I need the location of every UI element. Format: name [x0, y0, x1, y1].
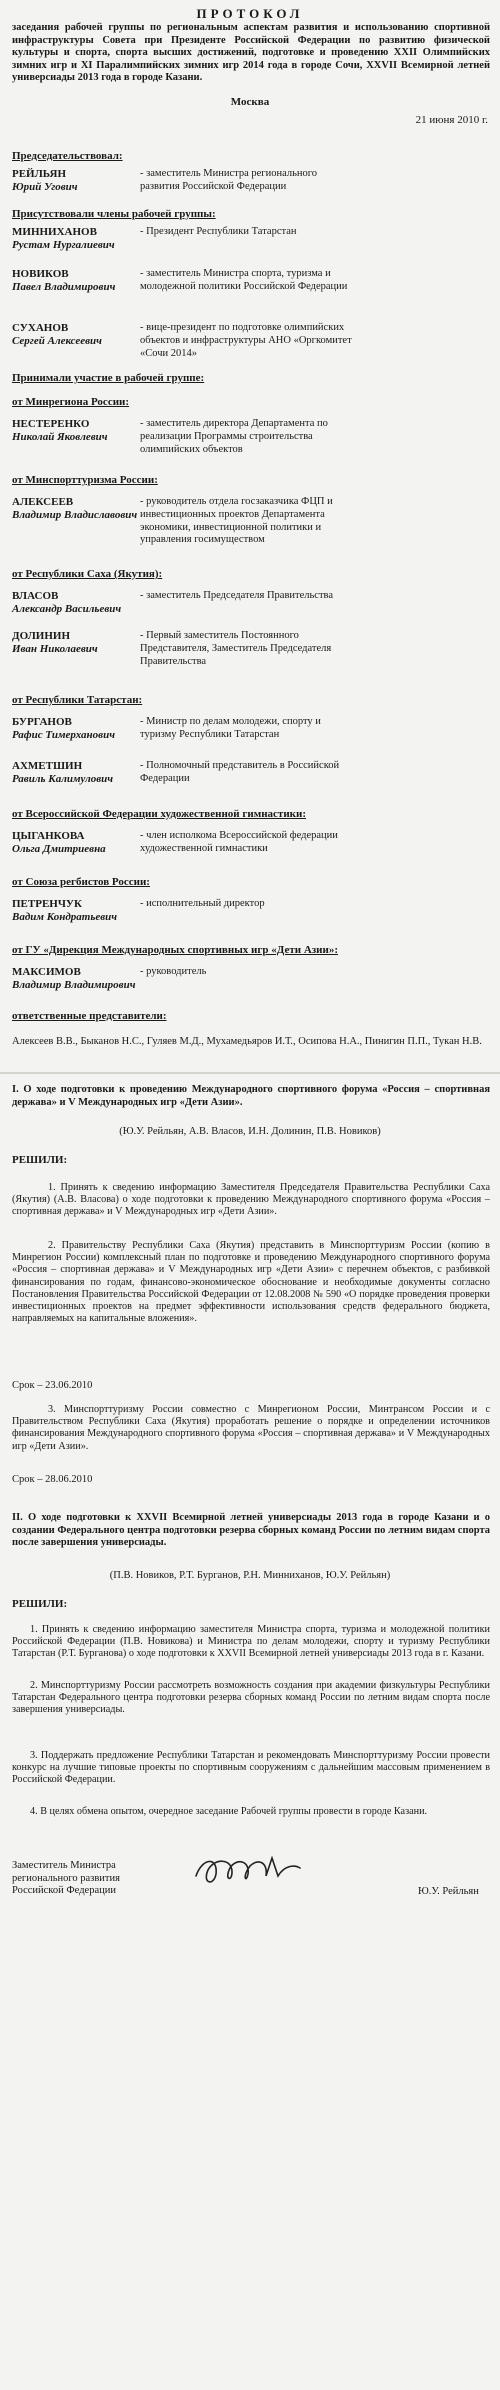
person-name: АХМЕТШИН Равиль Калимулович — [12, 760, 114, 785]
document-subject: заседания рабочей группы по региональным аспектам развития и использованию спортивной инфраструктуры Совета при Президенте Российской Федерации по развитию физической культуры и спорта, спорта высших достижений, подготовке и проведению XXII Олимпийских зимних игр и XI Паралимпийских зимних игр 2014 года в городе Сочи, XXVII Всемирной летней универсиады 2013 года в городе Казани. — [12, 22, 490, 84]
document-date: 21 июня 2010 г. — [415, 114, 488, 126]
org-heading: от Союза регбистов России: — [12, 876, 150, 888]
section-2-title: II. О ходе подготовки к XXVII Всемирной летней универсиады 2013 года в городе Казани и о создании Федерального центра подготовки резерва сборных команд России по летним видам спорта после завершения универсиады. — [12, 1512, 490, 1549]
person-role: - заместитель директора Департамента по реализации Программы строительства олимпийских объектов — [140, 418, 355, 456]
section-1-title: I. О ходе подготовки к проведению Международного спортивного форума «Россия – спортивная держава» и V Международных игр «Дети Азии». — [12, 1084, 490, 1108]
person-name: ВЛАСОВ Александр Васильевич — [12, 590, 122, 615]
page-fold-divider — [0, 1072, 500, 1074]
person-role: - Министр по делам молодежи, спорту и туризму Республики Татарстан — [140, 716, 355, 742]
decided-heading: РЕШИЛИ: — [12, 1598, 68, 1610]
deadline: Срок – 23.06.2010 — [12, 1380, 93, 1391]
person-name: НЕСТЕРЕНКО Николай Яковлевич — [12, 418, 108, 443]
person-name: МИННИХАНОВ Рустам Нургалиевич — [12, 226, 115, 251]
signatory-name: Ю.У. Рейльян — [418, 1886, 479, 1897]
responsible-heading: ответственные представители: — [12, 1010, 167, 1022]
person-role: - Президент Республики Татарстан — [140, 226, 355, 239]
person-name: МАКСИМОВ Владимир Владимирович — [12, 966, 136, 991]
person-name: АЛЕКСЕЕВ Владимир Владиславович — [12, 496, 138, 521]
handwritten-signature — [188, 1846, 308, 1892]
decision-paragraph: 2. Правительству Республики Саха (Якутия) представить в Минспорттуризм России (копию в Минрегион России) комплексный план по подготовке и проведению Международного спортивного форума «Россия – спортивная держава» и V Международных игр «Дети Азии» с перечнем объектов, с разбивкой финансирования по годам, финансово-экономическое обоснование и необходимые документы согласно Постановления Правительства Российской Федерации от 12.08.2008 № 590 «О порядке проведения проверки инвестиционных проектов на предмет эффективности использования средств федерального бюджета, направляемых на капитальные вложения». — [12, 1240, 490, 1325]
decision-paragraph: 2. Минспорттуризму России рассмотреть возможность создания при академии физкультуры Республики Татарстан Федерального центра подготовки резерва сборных команд России по летним видам спорта после завершения универсиады. — [12, 1680, 490, 1716]
section-1-speakers: (Ю.У. Рейльян, А.В. Власов, И.Н. Долинин, П.В. Новиков) — [119, 1126, 381, 1137]
org-heading: от Минрегиона России: — [12, 396, 130, 408]
deadline: Срок – 28.06.2010 — [12, 1474, 93, 1485]
section-2-speakers: (П.В. Новиков, Р.Т. Бурганов, Р.Н. Минниханов, Ю.У. Рейльян) — [109, 1570, 391, 1581]
decision-paragraph: 1. Принять к сведению информацию заместителя Министра спорта, туризма и молодежной политики Российской Федерации (П.В. Новикова) и Министра по делам молодежи, спорту и туризму Республики Татарстан (Р.Т. Бурганова) о ходе подготовки к XXVII Всемирной летней универсиады 2013 года в г. Казани. — [12, 1624, 490, 1660]
decision-paragraph: 3. Минспорттуризму России совместно с Минрегионом России, Минтрансом России и с Правительством Республики Саха (Якутия) проработать решение о порядке и определении источников финансирования Международного спортивного форума «Россия – спортивная держава» и V Международных игр «Дети Азии». — [12, 1404, 490, 1452]
person-role: - вице-президент по подготовке олимпийских объектов и инфраструктуры АНО «Оргкомитет «Сочи 2014» — [140, 322, 355, 360]
members-heading: Присутствовали члены рабочей группы: — [12, 208, 216, 220]
person-role: - заместитель Министра спорта, туризма и молодежной политики Российской Федерации — [140, 268, 355, 294]
person-name: ПЕТРЕНЧУК Вадим Кондратьевич — [12, 898, 118, 923]
chair-heading: Председательствовал: — [12, 150, 123, 162]
signatory-position: Заместитель Министра регионального развития Российской Федерации — [12, 1860, 120, 1897]
org-heading: от Республики Саха (Якутия): — [12, 568, 163, 580]
person-name: РЕЙЛЬЯН Юрий Угович — [12, 168, 78, 193]
decided-heading: РЕШИЛИ: — [12, 1154, 68, 1166]
org-heading: от Всероссийской Федерации художественной гимнастики: — [12, 808, 307, 820]
person-role: - исполнительный директор — [140, 898, 355, 911]
person-role: - член исполкома Всероссийской федерации художественной гимнастики — [140, 830, 355, 856]
person-name: ДОЛИНИН Иван Николаевич — [12, 630, 98, 655]
person-role: - Полномочный представитель в Российской Федерации — [140, 760, 355, 786]
participants-heading: Принимали участие в рабочей группе: — [12, 372, 205, 384]
person-name: СУХАНОВ Сергей Алексеевич — [12, 322, 102, 347]
org-heading: от Республики Татарстан: — [12, 694, 143, 706]
person-role: - заместитель Председателя Правительства — [140, 590, 355, 603]
decision-paragraph: 1. Принять к сведению информацию Заместителя Председателя Правительства Республики Саха (Якутия) (А.В. Власова) о ходе подготовки к проведению Международного спортивного форума «Россия – спортивная держава» и V Международных игр «Дети Азии». — [12, 1182, 490, 1218]
person-role: - руководитель отдела госзаказчика ФЦП и инвестиционных проектов Департамента экономики, инвестиционной политики и управления госимуществом — [140, 496, 355, 547]
decision-paragraph: 4. В целях обмена опытом, очередное заседание Рабочей группы провести в городе Казани. — [30, 1806, 428, 1817]
person-role: - руководитель — [140, 966, 355, 979]
decision-paragraph: 3. Поддержать предложение Республики Татарстан и рекомендовать Минспорттуризму России провести конкурс на лучшие типовые проекты по спортивным сооружениям с дальнейшим массовым применением в Российской Федерации. — [12, 1750, 490, 1786]
document-city: Москва — [230, 96, 270, 108]
person-name: БУРГАНОВ Рафис Тимерханович — [12, 716, 115, 741]
responsible-list: Алексеев В.В., Быканов Н.С., Гуляев М.Д., Мухамедьяров И.Т., Осипова Н.А., Пинигин П.П., Тукан Н.В. — [12, 1036, 482, 1047]
person-name: НОВИКОВ Павел Владимирович — [12, 268, 116, 293]
person-name: ЦЫГАНКОВА Ольга Дмитриевна — [12, 830, 106, 855]
org-heading: от Минспорттуризма России: — [12, 474, 158, 486]
person-role: - Первый заместитель Постоянного Представителя, Заместитель Председателя Правительства — [140, 630, 355, 668]
person-role: - заместитель Министра регионального развития Российской Федерации — [140, 168, 355, 194]
org-heading: от ГУ «Дирекция Международных спортивных игр «Дети Азии»: — [12, 944, 339, 956]
document-title: ПРОТОКОЛ — [196, 6, 304, 21]
